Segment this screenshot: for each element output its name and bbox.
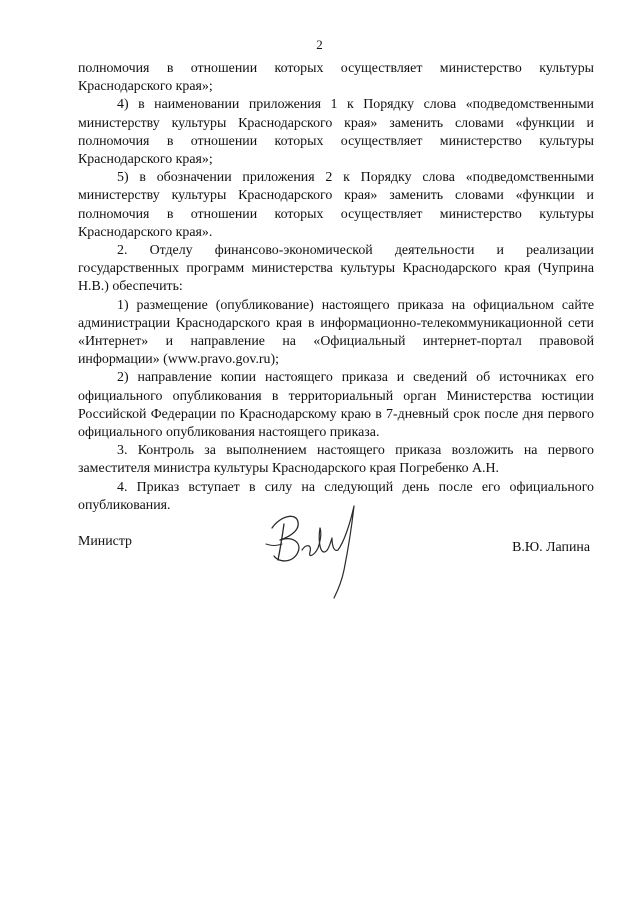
page-number: 2 <box>316 37 323 52</box>
paragraph-section-2-item-2: 2) направление копии настоящего приказа и сведений об источниках его официального опубликования в территориальный орган Министерства юстиции Российской Федерации по Краснодарскому краю в 7-дневный срок после дня первого официального опубликования настоящего приказа. <box>78 370 594 441</box>
paragraph-item-4: 4) в наименовании приложения 1 к Порядку слова «подведомственными министерству культуры Краснодарского края» заменить словами «функции и полномочия в отношении которых осуществляет министерство культуры Краснодарского края»; <box>78 97 594 168</box>
paragraph-section-2-item-1: 1) размещение (опубликование) настоящего приказа на официальном сайте администрации Краснодарского края в информационно-телекоммуникационной сети «Интернет» и направление на «Официальный интернет-портал правовой информации» (www.pravo.gov.ru); <box>78 297 594 368</box>
paragraph-section-2: 2. Отделу финансово-экономической деятельности и реализации государственных программ министерства культуры Краснодарского края (Чуприна Н.В.) обеспечить: <box>78 243 594 295</box>
paragraph-section-4: 4. Приказ вступает в силу на следующий день после его официального опубликования. <box>78 479 594 513</box>
document-body <box>78 60 594 515</box>
signer-position: Министр <box>78 534 133 549</box>
signer-name: В.Ю. Лапина <box>512 540 590 555</box>
handwritten-signature <box>258 494 368 604</box>
signature-block <box>78 530 594 590</box>
paragraph-section-3: 3. Контроль за выполнением настоящего приказа возложить на первого заместителя министра культуры Краснодарского края Погребенко А.Н. <box>78 443 594 477</box>
paragraph-item-5: 5) в обозначении приложения 2 к Порядку слова «подведомственными министерству культуры Краснодарского края» заменить словами «функции и полномочия в отношении которых осуществляет министерство культуры Краснодарского края». <box>78 170 594 240</box>
paragraph-continuation: полномочия в отношении которых осуществляет министерство культуры Краснодарского края»; <box>78 61 594 95</box>
